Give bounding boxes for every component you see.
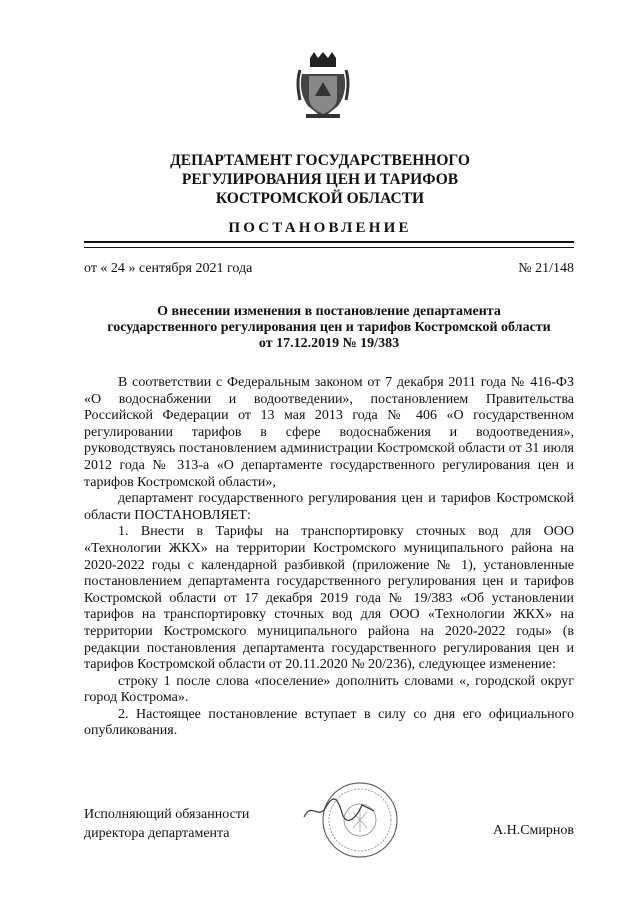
document-body <box>84 375 574 740</box>
subject-line: государственного регулирования цен и тарифов Костромской области <box>107 320 551 335</box>
body-paragraph-preamble: В соответствии с Федеральным законом от 7 декабря 2011 года № 416-ФЗ «О водоснабжении и водоотведении», постановлением Правительства Российской Федерации от 13 мая 2013 года № 406 «О государственном регулировании тарифов в сфере водоснабжения и водоотведения», руководствуясь постановлением администрации Костромской области от 31 июля 2012 года № 313-а «О департаменте государственного регулирования цен и тарифов Костромской области», <box>84 375 574 490</box>
header-divider <box>84 241 574 248</box>
document-subject <box>84 304 574 352</box>
coat-of-arms-emblem <box>296 52 350 124</box>
subject-line: О внесении изменения в постановление департамента <box>157 304 501 319</box>
document-number: № 21/148 <box>518 261 574 276</box>
department-line: РЕГУЛИРОВАНИЯ ЦЕН И ТАРИФОВ <box>181 171 459 188</box>
document-type-title: ПОСТАНОВЛЕНИЕ <box>228 220 412 236</box>
department-line: ДЕПАРТАМЕНТ ГОСУДАРСТВЕННОГО <box>170 152 470 169</box>
document-date: от « 24 » сентября 2021 года <box>84 261 253 276</box>
body-paragraph-item-1: 1. Внести в Тарифы на транспортировку сточных вод для ООО «Технологии ЖКХ» на территории Костромского муниципального района на 2020-2022 годы с календарной разбивкой (приложение № 1), установленные постановлением департамента государственного регулирования цен и тарифов Костромской области от 17 декабря 2019 года № 19/383 «Об установлении тарифов на транспортировку сточных вод для ООО «Технологии ЖКХ» на территории Костромского муниципального района на 2020-2022 годы» (в редакции постановления департамента государственного регулирования цен и тарифов Костромской области от 20.11.2020 № 20/236), следующее изменение: <box>84 524 574 673</box>
body-paragraph-item-2: 2. Настоящее постановление вступает в силу со дня его официального опубликования. <box>84 706 574 739</box>
body-paragraph-change: строку 1 после слова «поселение» дополнить словами «, городской округ город Кострома». <box>84 673 574 706</box>
department-name <box>0 151 640 208</box>
position-line: директора департамента <box>84 826 230 841</box>
department-line: КОСТРОМСКОЙ ОБЛАСТИ <box>215 190 425 207</box>
handwritten-signature <box>300 795 380 825</box>
body-paragraph-resolves: департамент государственного регулирования цен и тарифов Костромской области ПОСТАНОВЛЯЕТ: <box>84 491 574 523</box>
signatory-position <box>84 805 249 843</box>
signatory-name: А.Н.Смирнов <box>492 823 574 838</box>
subject-line: от 17.12.2019 № 19/383 <box>258 336 400 351</box>
position-line: Исполняющий обязанности <box>84 807 250 822</box>
